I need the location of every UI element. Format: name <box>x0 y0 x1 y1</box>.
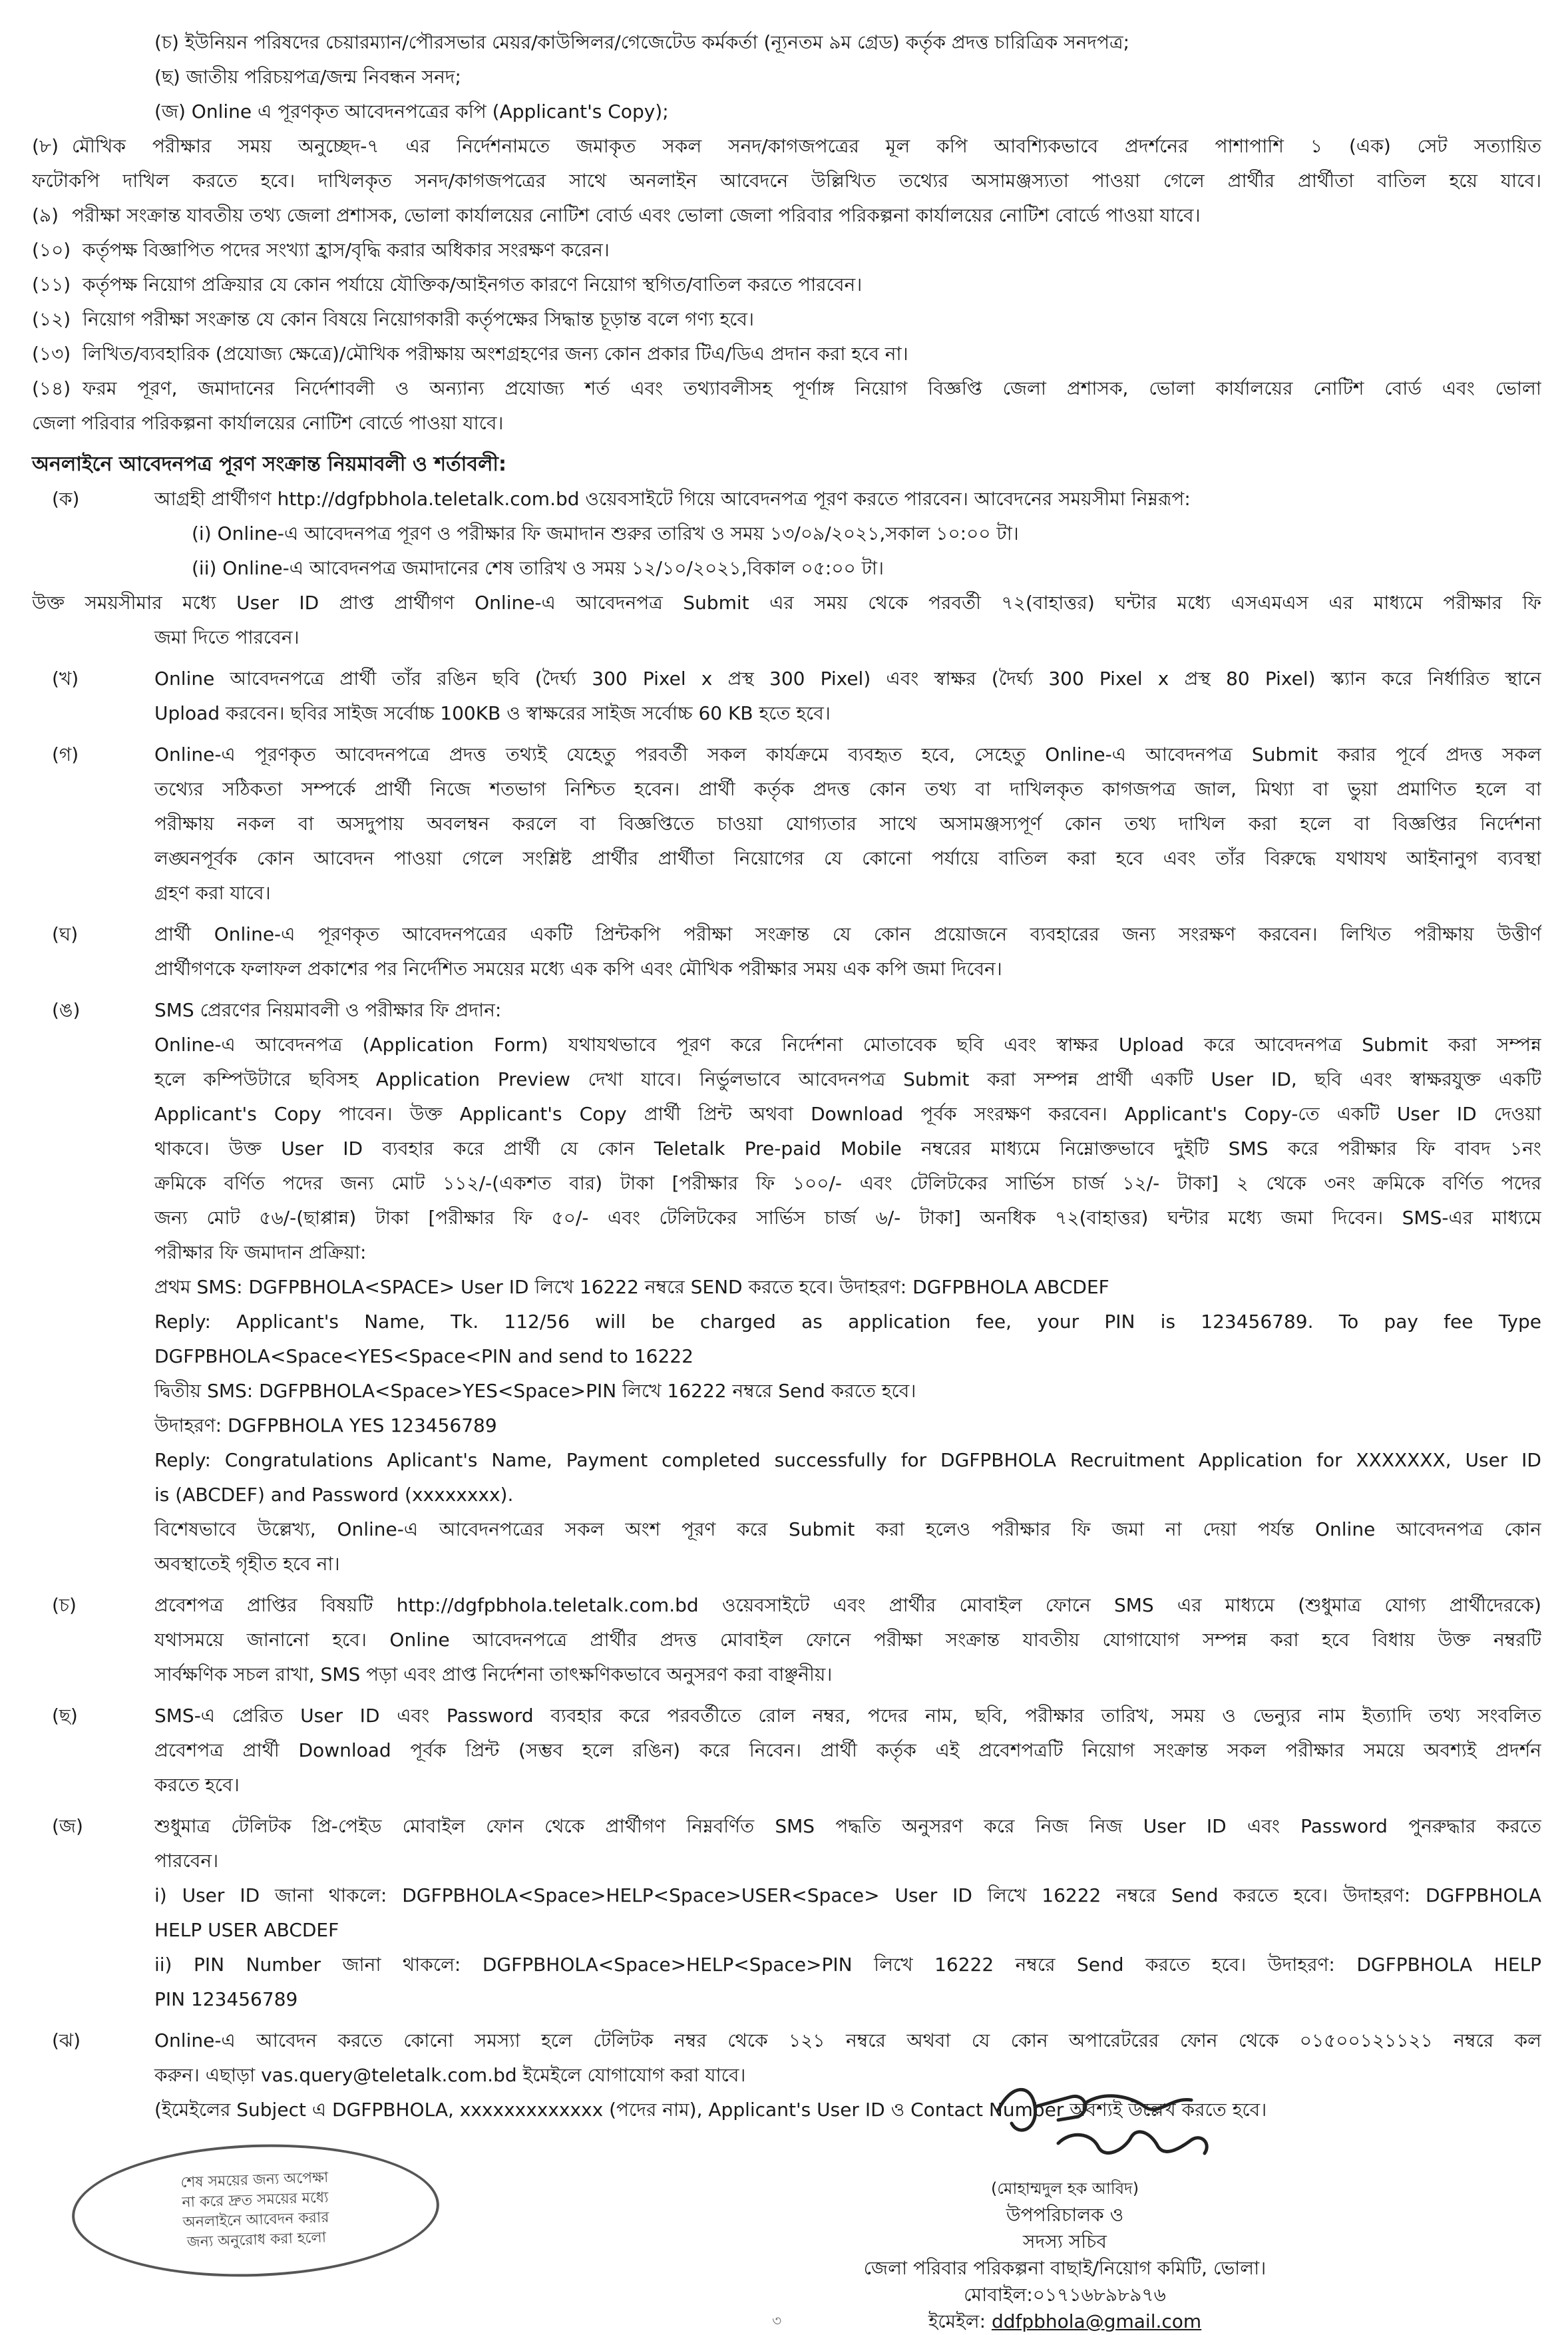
item-9-number: (৯) <box>32 204 59 226</box>
stamp-line-1: শেষ সময়ের জন্য অপেক্ষা <box>180 2169 329 2191</box>
clause-ga-mark: (গ) <box>52 743 79 765</box>
item-9 <box>32 202 1541 229</box>
clause-kha-mark: (খ) <box>52 668 79 690</box>
item-13-line: লিখিত/ব্যবহারিক (প্রযোজ্য ক্ষেত্রে)/মৌখিক পরীক্ষায় অংশগ্রহণের জন্য কোন প্রকার টিএ/ডিএ প্রদান করা হবে না। <box>83 343 908 365</box>
clause-kha-line-2: Upload করবেন। ছবির সাইজ সর্বোচ্চ 100KB ও স্বাক্ষরের সাইজ সর্বোচ্চ 60 KB হতে হবে। <box>154 702 831 724</box>
clause-umo <box>32 997 1541 1578</box>
clause-umo-mark: (ঙ) <box>52 999 81 1021</box>
item-12-number: (১২) <box>32 308 71 330</box>
clause-ja-line-1: শুধুমাত্র টেলিটক প্রি-পেইড মোবাইল ফোন থেকে প্রার্থীগণ নিম্নবর্ণিত SMS পদ্ধতি অনুসরণ করে নিজ নিজ User ID এবং Password পুনরুদ্ধার করতে <box>154 1815 1541 1837</box>
clause-umo-para-5: ক্রমিকে বর্ণিত পদের জন্য মোট ১১২/-(একশত বার) টাকা [পরীক্ষার ফি ১০০/- এবং টেলিটকের সার্ভিস চার্জ ১২/- টাকা] ২ থেকে ৩নং ক্রমিকে বর্ণিত পদের <box>154 1172 1541 1194</box>
clause-ka-line-2: (i) Online-এ আবেদনপত্র পূরণ ও পরীক্ষার ফি জমাদান শুরুর তারিখ ও সময় ১৩/০৯/২০২১,সকাল ১০:০০ টা। <box>192 523 1019 544</box>
item-8-line-2: ফটোকপি দাখিল করতে হবে। দাখিলকৃত সনদ/কাগজপত্রের সাথে অনলাইন আবেদনে উল্লিখিত তথ্যের অসামঞ্জস্যতা পাওয়া গেলে প্রার্থীর প্রার্থীতা বাতিল হয়ে যাবে। <box>32 170 1541 192</box>
clause-umo-title: SMS প্রেরণের নিয়মাবলী ও পরীক্ষার ফি প্রদান: <box>154 999 502 1021</box>
clause-umo-para-4: থাকবে। উক্ত User ID ব্যবহার করে প্রার্থী যে কোন Teletalk Pre-paid Mobile নম্বরের মাধ্যমে নিম্নোক্তভাবে দুইটি SMS করে পরীক্ষার ফি বাবদ ১নং <box>154 1138 1541 1160</box>
clause-ja-pin-1: ii) PIN Number জানা থাকলে: DGFPBHOLA<Space>HELP<Space>PIN লিখে 16222 নম্বরে Send করতে হবে। উদাহরণ: DGFPBHOLA HELP <box>154 1954 1541 1976</box>
signatory-name: (মোহাম্মদুল হক আবিদ) <box>990 2179 1139 2198</box>
clause-ga-line-3: পরীক্ষায় নকল বা অসদুপায় অবলম্বন করলে বা বিজ্ঞপ্তিতে চাওয়া যোগ্যতার সাথে অসামঞ্জস্যপূর্ণ কোন তথ্য দাখিল করা হলে বা বিজ্ঞপ্তির নির্দেশনা <box>154 813 1541 835</box>
item-8-line-1: মৌখিক পরীক্ষার সময় অনুচ্ছেদ-৭ এর নির্দেশনামতে জমাকৃত সকল সনদ/কাগজপত্রের মূল কপি আবশ্যিকভাবে প্রদর্শনের পাশাপাশি ১ (এক) সেট সত্যায়িত <box>72 135 1541 157</box>
item-8 <box>32 133 1541 194</box>
item-chha-line: (ছ) জাতীয় পরিচয়পত্র/জন্ম নিবন্ধন সনদ; <box>154 66 461 88</box>
clause-gha-mark: (ঘ) <box>52 923 79 945</box>
clause-umo-para-7: পরীক্ষার ফি জমাদান প্রক্রিয়া: <box>154 1241 367 1263</box>
signatory-email-label: ইমেইল: <box>928 2310 986 2332</box>
clause-jha-line-1: Online-এ আবেদন করতে কোনো সমস্যা হলে টেলিটক নম্বর থেকে ১২১ নম্বরে অথবা যে কোন অপারেটরের ফোন থেকে ০১৫০০১২১১২১ নম্বরে কল <box>154 2029 1541 2051</box>
clause-umo-reply-1b: DGFPBHOLA<Space<YES<Space<PIN and send to 16222 <box>154 1345 693 1367</box>
clause-ja-line-2: পারবেন। <box>154 1850 219 1872</box>
item-14 <box>32 375 1541 437</box>
item-14-number: (১৪) <box>32 377 71 399</box>
clause-ja-pin-2: PIN 123456789 <box>154 1988 298 2010</box>
item-14-line-2: জেলা পরিবার পরিকল্পনা কার্যালয়ের নোটিশ বোর্ডে পাওয়া যাবে। <box>32 412 504 434</box>
item-11-line: কর্তৃপক্ষ নিয়োগ প্রক্রিয়ার যে কোন পর্যায়ে যৌক্তিক/আইনগত কারণে নিয়োগ স্থগিত/বাতিল করতে পারবেন। <box>83 274 863 296</box>
clause-ja-user-id-2: HELP USER ABCDEF <box>154 1919 339 1941</box>
clause-cha-line-3: সার্বক্ষণিক সচল রাখা, SMS পড়া এবং প্রাপ্ত নির্দেশনা তাৎক্ষণিকভাবে অনুসরণ করা বাঞ্ছনীয়। <box>154 1663 833 1685</box>
item-ca-line: (চ) ইউনিয়ন পরিষদের চেয়ারম্যান/পৌরসভার মেয়র/কাউন্সিলর/গেজেটেড কর্মকর্তা (ন্যূনতম ৯ম গ্রেড) কর্তৃক প্রদত্ত চারিত্রিক সনদপত্র; <box>154 31 1130 53</box>
item-10-line: কর্তৃপক্ষ বিজ্ঞাপিত পদের সংখ্যা হ্রাস/বৃদ্ধি করার অধিকার সংরক্ষণ করেন। <box>83 239 610 261</box>
clause-umo-para-1: Online-এ আবেদনপত্র (Application Form) যথাযথভাবে পূরণ করে নির্দেশনা মোতাবেক ছবি এবং স্বাক্ষর Upload করে আবেদনপত্র Submit করা সম্পন্ন <box>154 1034 1541 1056</box>
stamp-line-4: জন্য অনুরোধ করা হলো <box>186 2229 327 2251</box>
clause-chha-line-2: প্রবেশপত্র প্রার্থী Download পূর্বক প্রিন্ট (সম্ভব হলে রঙিন) করে নিবেন। প্রার্থী কর্তৃক এই প্রবেশপত্রটি নিয়োগ সংক্রান্ত সকল পরীক্ষার সময়ে অবশ্যই প্রদর্শন <box>154 1739 1541 1761</box>
item-12 <box>32 306 1541 333</box>
clause-jha-mark: (ঝ) <box>52 2029 81 2051</box>
page-number: ৩ <box>772 2313 782 2330</box>
clause-cha <box>32 1592 1541 1688</box>
reminder-stamp <box>70 2138 442 2282</box>
clause-umo-sms-2: দ্বিতীয় SMS: DGFPBHOLA<Space>YES<Space>PIN লিখে 16222 নম্বরে Send করতে হবে। <box>154 1380 916 1402</box>
clause-jha-line-2: করুন। এছাড়া vas.query@teletalk.com.bd ইমেইলে যোগাযোগ করা যাবে। <box>154 2064 746 2086</box>
signatory-email[interactable]: ddfpbhola@gmail.com <box>991 2310 1202 2332</box>
clause-ka-line-1: আগ্রহী প্রার্থীগণ http://dgfpbhola.teletalk.com.bd ওয়েবসাইটে গিয়ে আবেদনপত্র পূরণ করতে পারবেন। আবেদনের সময়সীমা নিম্নরূপ: <box>154 488 1191 510</box>
clause-ja <box>32 1813 1541 2013</box>
clause-chha-line-1: SMS-এ প্রেরিত User ID এবং Password ব্যবহার করে পরবর্তীতে রোল নম্বর, পদের নাম, ছবি, পরীক্ষার তারিখ, সময় ও ভেন্যুর নাম ইত্যাদি তথ্য সংবলিত <box>154 1705 1541 1727</box>
clause-ga-line-1: Online-এ পূরণকৃত আবেদনপত্রে প্রদত্ত তথ্যই যেহেতু পরবর্তী সকল কার্যক্রমে ব্যবহৃত হবে, সেহেতু Online-এ আবেদনপত্র Submit করার পূর্বে প্রদত্ত সকল <box>154 743 1541 765</box>
item-10-number: (১০) <box>32 239 71 261</box>
signatory-mobile: মোবাইল:০১৭১৬৮৯৮৯৭৬ <box>964 2284 1166 2306</box>
stamp-line-3: অনলাইনে আবেদন করার <box>182 2209 329 2231</box>
item-13-number: (১৩) <box>32 343 71 365</box>
clause-kha <box>32 666 1541 727</box>
item-12-line: নিয়োগ পরীক্ষা সংক্রান্ত যে কোন বিষয়ে নিয়োগকারী কর্তৃপক্ষের সিদ্ধান্ত চূড়ান্ত বলে গণ্য হবে। <box>83 308 755 330</box>
item-8-number: (৮) <box>32 135 59 157</box>
clause-ja-mark: (জ) <box>52 1815 83 1837</box>
clause-chha-line-3: করতে হবে। <box>154 1774 240 1796</box>
item-13 <box>32 341 1541 367</box>
item-11-number: (১১) <box>32 274 71 296</box>
signatory-title-2: সদস্য সচিব <box>1023 2230 1107 2252</box>
signatory-title-1: উপপরিচালক ও <box>1006 2204 1124 2226</box>
clause-ga-line-2: তথ্যের সঠিকতা সম্পর্কে প্রার্থী নিজে শতভাগ নিশ্চিত হবেন। প্রার্থী কর্তৃক প্রদত্ত কোন তথ্য বা দাখিলকৃত কাগজপত্র জাল, মিথ্যা বা ভুয়া প্রমাণিত হলে বা <box>154 778 1541 800</box>
clause-jha <box>32 2027 1541 2123</box>
signature-image <box>972 2070 1251 2177</box>
clause-ka-line-5: জমা দিতে পারবেন। <box>154 626 299 648</box>
clause-umo-reply-2b: is (ABCDEF) and Password (xxxxxxxx). <box>154 1484 514 1506</box>
clause-ka-mark: (ক) <box>52 488 80 510</box>
notice-body <box>32 29 1541 2123</box>
section-heading: অনলাইনে আবেদনপত্র পূরণ সংক্রান্ত নিয়মাবলী ও শর্তাবলী: <box>32 453 507 476</box>
clause-umo-example-2: উদাহরণ: DGFPBHOLA YES 123456789 <box>154 1414 497 1436</box>
clause-gha-line-2: প্রার্থীগণকে ফলাফল প্রকাশের পর নির্দেশিত সময়ের মধ্যে এক কপি এবং মৌখিক পরীক্ষার সময় এক কপি জমা দিবেন। <box>154 958 1002 980</box>
clause-umo-reply-1a: Reply: Applicant's Name, Tk. 112/56 will be charged as application fee, your PIN is 123456789. To pay fee Type <box>154 1311 1541 1333</box>
clause-gha <box>32 921 1541 982</box>
stamp-line-2: না করে দ্রুত সময়ের মধ্যে <box>182 2189 329 2211</box>
clause-cha-mark: (চ) <box>52 1594 77 1616</box>
clause-umo-sms-1: প্রথম SMS: DGFPBHOLA<SPACE> User ID লিখে 16222 নম্বরে SEND করতে হবে। উদাহরণ: DGFPBHOLA ABCDEF <box>154 1276 1109 1298</box>
clause-umo-note-2: অবস্থাতেই গৃহীত হবে না। <box>154 1553 340 1575</box>
item-ja-line: (জ) Online এ পূরণকৃত আবেদনপত্রের কপি (Applicant's Copy); <box>154 101 669 122</box>
signatory-office: জেলা পরিবার পরিকল্পনা বাছাই/নিয়োগ কমিটি, ভোলা। <box>863 2257 1267 2279</box>
item-10 <box>32 237 1541 264</box>
signatory-block <box>666 2175 1464 2335</box>
signatory-email-line <box>666 2308 1464 2335</box>
clause-cha-line-1: প্রবেশপত্র প্রাপ্তির বিষয়টি http://dgfpbhola.teletalk.com.bd ওয়েবসাইটে এবং প্রার্থীর মোবাইল ফোনে SMS এর মাধ্যমে (শুধুমাত্র যোগ্য প্রার্থীদেরকে) <box>154 1594 1541 1616</box>
clause-umo-para-6: জন্য মোট ৫৬/-(ছাপ্পান্ন) টাকা [পরীক্ষার ফি ৫০/- এবং টেলিটকের সার্ভিস চার্জ ৬/- টাকা] অনধিক ৭২(বাহাত্তর) ঘন্টার মধ্যে জমা দিবেন। SMS-এর মাধ্যমে <box>154 1207 1541 1229</box>
clause-ka <box>32 486 1541 651</box>
clause-chha <box>32 1703 1541 1799</box>
item-9-line: পরীক্ষা সংক্রান্ত যাবতীয় তথ্য জেলা প্রশাসক, ভোলা কার্যালয়ের নোটিশ বোর্ড এবং ভোলা জেলা পরিবার পরিকল্পনা কার্যালয়ের নোটিশ বোর্ডে পাওয়া যাবে। <box>72 204 1201 226</box>
clause-ga <box>32 742 1541 907</box>
clause-umo-reply-2a: Reply: Congratulations Aplicant's Name, Payment completed successfully for DGFPBHOLA Recruitment Application for XXXXXXX, User ID <box>154 1449 1541 1471</box>
clause-ka-line-3: (ii) Online-এ আবেদনপত্র জমাদানের শেষ তারিখ ও সময় ১২/১০/২০২১,বিকাল ০৫:০০ টা। <box>192 557 884 579</box>
clause-gha-line-1: প্রার্থী Online-এ পূরণকৃত আবেদনপত্রের একটি প্রিন্টকপি পরীক্ষা সংক্রান্ত যে কোন প্রয়োজনে ব্যবহারের জন্য সংরক্ষণ করবেন। লিখিত পরীক্ষায় উত্তীর্ণ <box>154 923 1541 945</box>
item-11 <box>32 272 1541 298</box>
clause-ja-user-id-1: i) User ID জানা থাকলে: DGFPBHOLA<Space>HELP<Space>USER<Space> User ID লিখে 16222 নম্বরে Send করতে হবে। উদাহরণ: DGFPBHOLA <box>154 1884 1541 1906</box>
clause-ga-line-4: লঙ্ঘনপূর্বক কোন আবেদন পাওয়া গেলে সংশ্লিষ্ট প্রার্থীর প্রার্থীতা নিয়োগের যে কোনো পর্যায়ে বাতিল করা হবে এবং তাঁর বিরুদ্ধে যথাযথ আইনানুগ ব্যবস্থা <box>154 847 1541 869</box>
clause-umo-para-3: Applicant's Copy পাবেন। উক্ত Applicant's Copy প্রার্থী প্রিন্ট অথবা Download পূর্বক সংরক্ষণ করবেন। Applicant's Copy-তে একটি User ID দেওয়া <box>154 1103 1541 1125</box>
clause-cha-line-2: যথাসময়ে জানানো হবে। Online আবেদনপত্রে প্রার্থীর প্রদত্ত মোবাইল ফোনে পরীক্ষা সংক্রান্ত যাবতীয় যোগাযোগ সম্পন্ন করা হবে বিধায় উক্ত নম্বরটি <box>154 1629 1541 1651</box>
clause-ga-line-5: গ্রহণ করা যাবে। <box>154 882 271 904</box>
clause-chha-mark: (ছ) <box>52 1705 78 1727</box>
clause-umo-note-1: বিশেষভাবে উল্লেখ্য, Online-এ আবেদনপত্রের সকল অংশ পূরণ করে Submit করা হলেও পরীক্ষার ফি জমা না দেয়া পর্যন্ত Online আবেদনপত্র কোন <box>154 1518 1541 1540</box>
item-14-line-1: ফরম পূরণ, জমাদানের নির্দেশাবলী ও অন্যান্য প্রযোজ্য শর্ত এবং তথ্যাবলীসহ পূর্ণাঙ্গ নিয়োগ বিজ্ঞপ্তি জেলা প্রশাসক, ভোলা কার্যালয়ের নোটিশ বোর্ড এবং ভোলা <box>83 377 1541 399</box>
clause-umo-para-2: হলে কম্পিউটারে ছবিসহ Application Preview দেখা যাবে। নির্ভুলভাবে আবেদনপত্র Submit করা সম্পন্ন প্রার্থী একটি User ID, ছবি এবং স্বাক্ষরযুক্ত একটি <box>154 1068 1541 1090</box>
clause-ka-line-4: উক্ত সময়সীমার মধ্যে User ID প্রাপ্ত প্রার্থীগণ Online-এ আবেদনপত্র Submit এর সময় থেকে পরবর্তী ৭২(বাহাত্তর) ঘন্টার মধ্যে এসএমএস এর মাধ্যমে পরীক্ষার ফি <box>32 592 1541 614</box>
clause-kha-line-1: Online আবেদনপত্রে প্রার্থী তাঁর রঙিন ছবি (দৈর্ঘ্য 300 Pixel x প্রস্থ 300 Pixel) এবং স্বাক্ষর (দৈর্ঘ্য 300 Pixel x প্রস্থ 80 Pixel) স্ক্যান করে নির্ধারিত স্থানে <box>154 668 1541 690</box>
clause-jha-line-3: (ইমেইলের Subject এ DGFPBHOLA, xxxxxxxxxxxxx (পদের নাম), Applicant's User ID ও Contact Number অবশ্যই উল্লেখ করতে হবে। <box>154 2099 1267 2121</box>
